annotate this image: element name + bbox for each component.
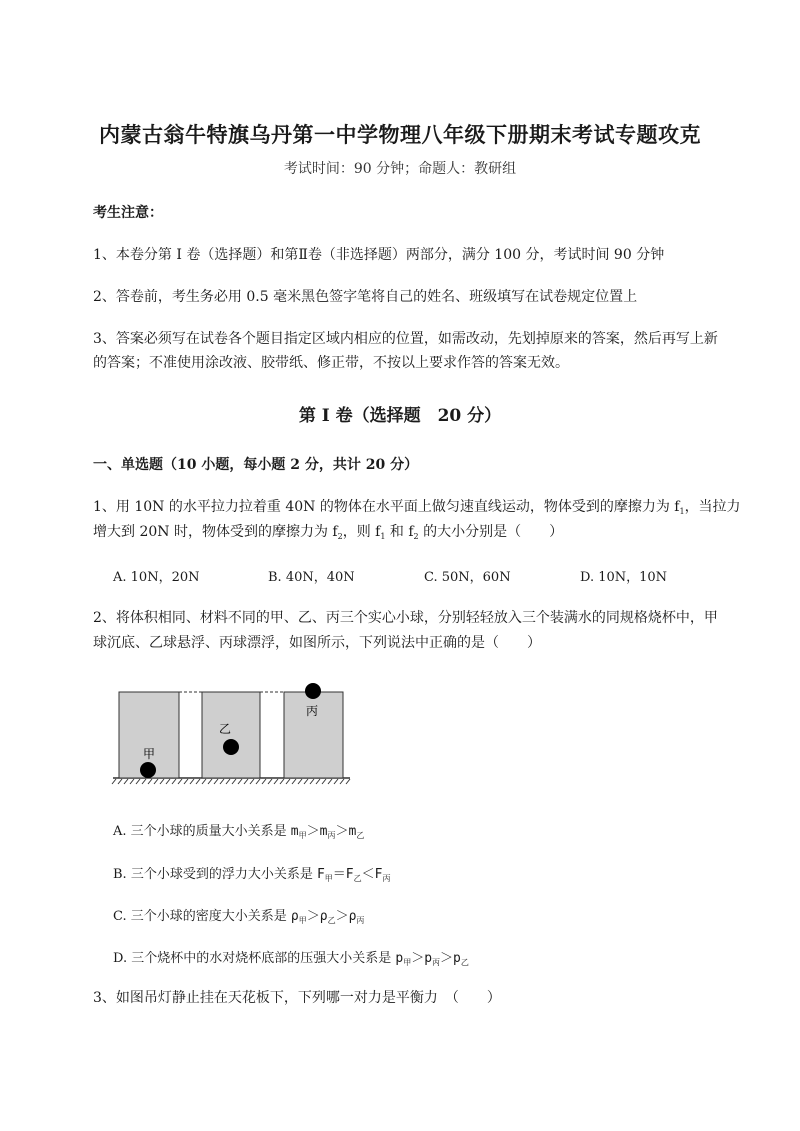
label-jia: 甲 bbox=[143, 747, 156, 761]
question-2-option-d: D. 三个烧杯中的水对烧杯底部的压强大小关系是 $p_甲>p_丙>p_乙$ bbox=[113, 951, 469, 967]
notice-item-3: 3、答案必须写在试卷各个题目指定区域内相应的位置，如需改动，先划掉原来的答案，然后再写上新 bbox=[93, 331, 718, 347]
question-2-option-c: C. 三个小球的密度大小关系是 $\rho_甲>\rho_乙>\rho_丙$ bbox=[113, 909, 365, 925]
label-bing: 丙 bbox=[306, 704, 319, 718]
question-2-line-1: 2、将体积相同、材料不同的甲、乙、丙三个实心小球，分别轻轻放入三个装满水的同规格烧杯中，甲 bbox=[93, 610, 718, 626]
notice-item-3-cont: 的答案；不准使用涂改液、胶带纸、修正带，不按以上要求作答的答案无效。 bbox=[93, 355, 569, 371]
question-1-option-a: A. 10N，20N bbox=[113, 570, 200, 585]
ball-yi bbox=[223, 739, 239, 755]
question-1-option-d: D. 10N，10N bbox=[580, 570, 668, 585]
ball-bing bbox=[305, 683, 321, 699]
question-1-line-1: 1、用 10N 的水平拉力拉着重 40N 的物体在水平面上做匀速直线运动，物体受到的摩擦力为 $f_1$，当拉力 bbox=[93, 499, 741, 516]
ground-hatching bbox=[112, 778, 350, 784]
question-2-line-2: 球沉底、乙球悬浮、丙球漂浮，如图所示，下列说法中正确的是（ ） bbox=[93, 635, 541, 651]
question-1-option-b: B. 40N，40N bbox=[268, 570, 355, 585]
beakers-figure bbox=[110, 680, 360, 790]
ball-jia bbox=[140, 762, 156, 778]
part-heading: 一、单选题（10 小题，每小题 2 分，共计 20 分） bbox=[93, 457, 419, 473]
question-3-line-1: 3、如图吊灯静止挂在天花板下，下列哪一对力是平衡力 （ ） bbox=[93, 990, 501, 1006]
section-title: 第 I 卷（选择题 20 分） bbox=[298, 406, 502, 426]
label-yi: 乙 bbox=[219, 722, 232, 736]
question-1-line-2: 增大到 20N 时，物体受到的摩擦力为 $f_2$，则 $f_1$ 和 $f_2$ 的大小分别是（ ） bbox=[93, 524, 564, 541]
page-subtitle: 考试时间：90 分钟；命题人：教研组 bbox=[283, 161, 517, 177]
page-title: 内蒙古翁牛特旗乌丹第一中学物理八年级下册期末考试专题攻克 bbox=[99, 122, 701, 147]
question-2-option-b: B. 三个小球受到的浮力大小关系是 $F_甲=F_乙<F_丙$ bbox=[113, 867, 391, 883]
notice-item-1: 1、本卷分第 I 卷（选择题）和第Ⅱ卷（非选择题）两部分，满分 100 分，考试时间 90 分钟 bbox=[93, 247, 665, 263]
notice-heading: 考生注意： bbox=[93, 205, 163, 221]
question-1-option-c: C. 50N，60N bbox=[424, 570, 511, 585]
question-2-option-a: A. 三个小球的质量大小关系是 $m_甲>m_丙>m_乙$ bbox=[113, 824, 365, 840]
notice-item-2: 2、答卷前，考生务必用 0.5 毫米黑色签字笔将自己的姓名、班级填写在试卷规定位置上 bbox=[93, 289, 638, 305]
